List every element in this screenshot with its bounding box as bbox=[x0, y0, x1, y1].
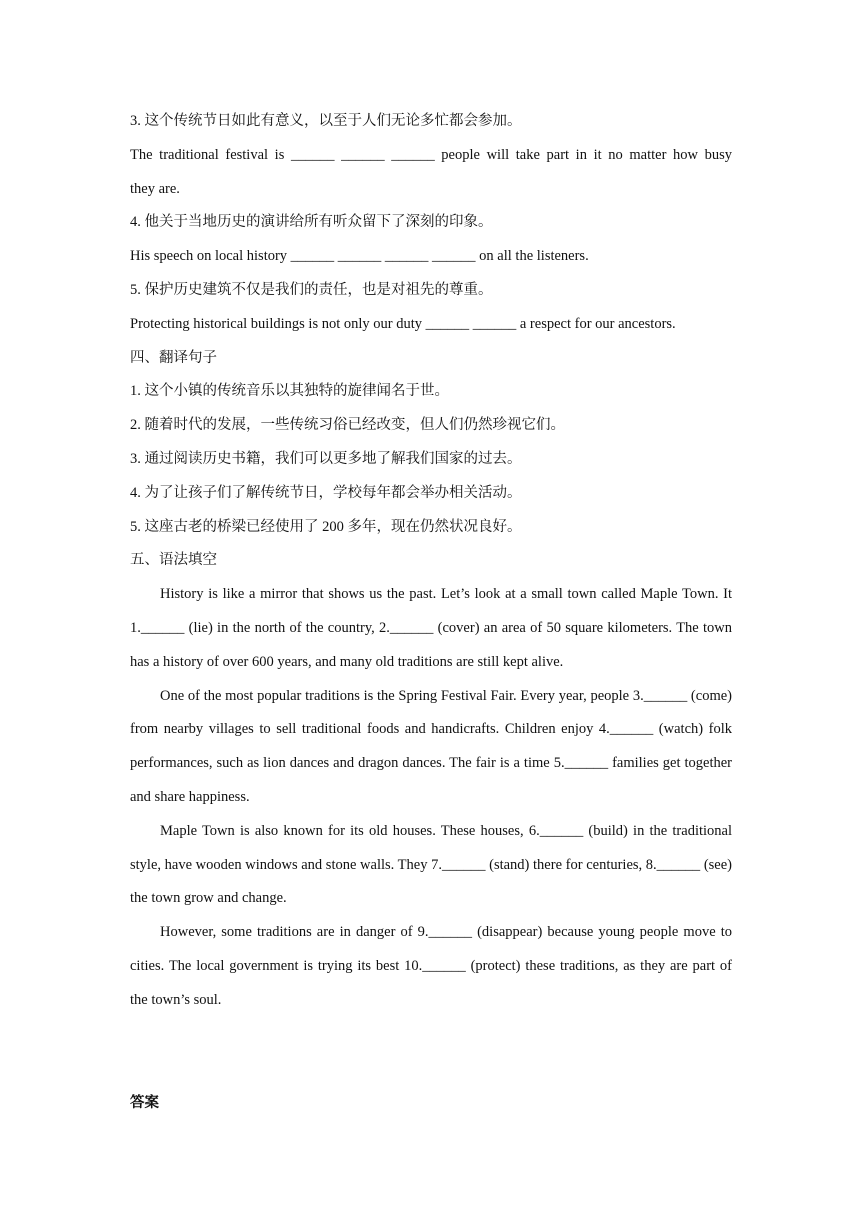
passage-paragraph: However, some traditions are in danger of 9.______ (disappear) because young people move to cities. The local government is trying its best 10.______ (protect) these traditions, as they are part of the town’s soul. bbox=[130, 924, 732, 1008]
item-english-blank: The traditional festival is ______ ______ ______ people will take part in it no matter how busy bbox=[130, 146, 732, 163]
item-english-blank: Protecting historical buildings is not only our duty ______ ______ a respect for our ancestors. bbox=[130, 315, 676, 332]
translate-item: 1. 这个小镇的传统音乐以其独特的旋律闻名于世。 bbox=[130, 383, 449, 400]
item-english-blank-cont: they are. bbox=[130, 180, 180, 197]
item-chinese: 3. 这个传统节日如此有意义，以至于人们无论多忙都会参加。 bbox=[130, 113, 522, 129]
section-heading-translate: 四、翻译句子 bbox=[130, 349, 217, 366]
passage-paragraph: Maple Town is also known for its old houses. These houses, 6.______ (build) in the traditional style, have wooden windows and stone walls. They 7.______ (stand) there for centuries, 8.______ (see) the town grow and change. bbox=[130, 822, 732, 907]
translate-item: 4. 为了让孩子们了解传统节日，学校每年都会举办相关活动。 bbox=[130, 484, 522, 501]
item-english-blank: His speech on local history ______ ______ ______ ______ on all the listeners. bbox=[130, 248, 589, 265]
translation-item-4 bbox=[130, 206, 732, 274]
answer-heading: 答案 bbox=[130, 1095, 159, 1111]
translation-item-3 bbox=[130, 105, 732, 206]
passage-paragraph: One of the most popular traditions is the Spring Festival Fair. Every year, people 3.______ (come) from nearby villages to sell traditional foods and handicrafts. Children enjoy 4.______ (watch) folk performances, such as lion dances and dragon dances. The fair is a time 5.______ families get together and share happiness. bbox=[130, 687, 732, 805]
translate-item: 5. 这座古老的桥梁已经使用了 200 多年，现在仍然状况良好。 bbox=[130, 518, 522, 535]
translate-item: 3. 通过阅读历史书籍，我们可以更多地了解我们国家的过去。 bbox=[130, 450, 522, 467]
translation-item-5 bbox=[130, 274, 732, 342]
item-chinese: 4. 他关于当地历史的演讲给所有听众留下了深刻的印象。 bbox=[130, 214, 493, 231]
item-chinese: 5. 保护历史建筑不仅是我们的责任，也是对祖先的尊重。 bbox=[130, 281, 493, 298]
document-body bbox=[130, 105, 732, 1018]
passage-paragraph: History is like a mirror that shows us the past. Let’s look at a small town called Maple Town. It 1.______ (lie) in the north of the country, 2.______ (cover) an area of 50 square kilometers. The town has a history of over 600 years, and many old traditions are still kept alive. bbox=[130, 586, 732, 670]
section-heading-grammar: 五、语法填空 bbox=[130, 552, 217, 569]
translate-item: 2. 随着时代的发展，一些传统习俗已经改变，但人们仍然珍视它们。 bbox=[130, 417, 565, 434]
